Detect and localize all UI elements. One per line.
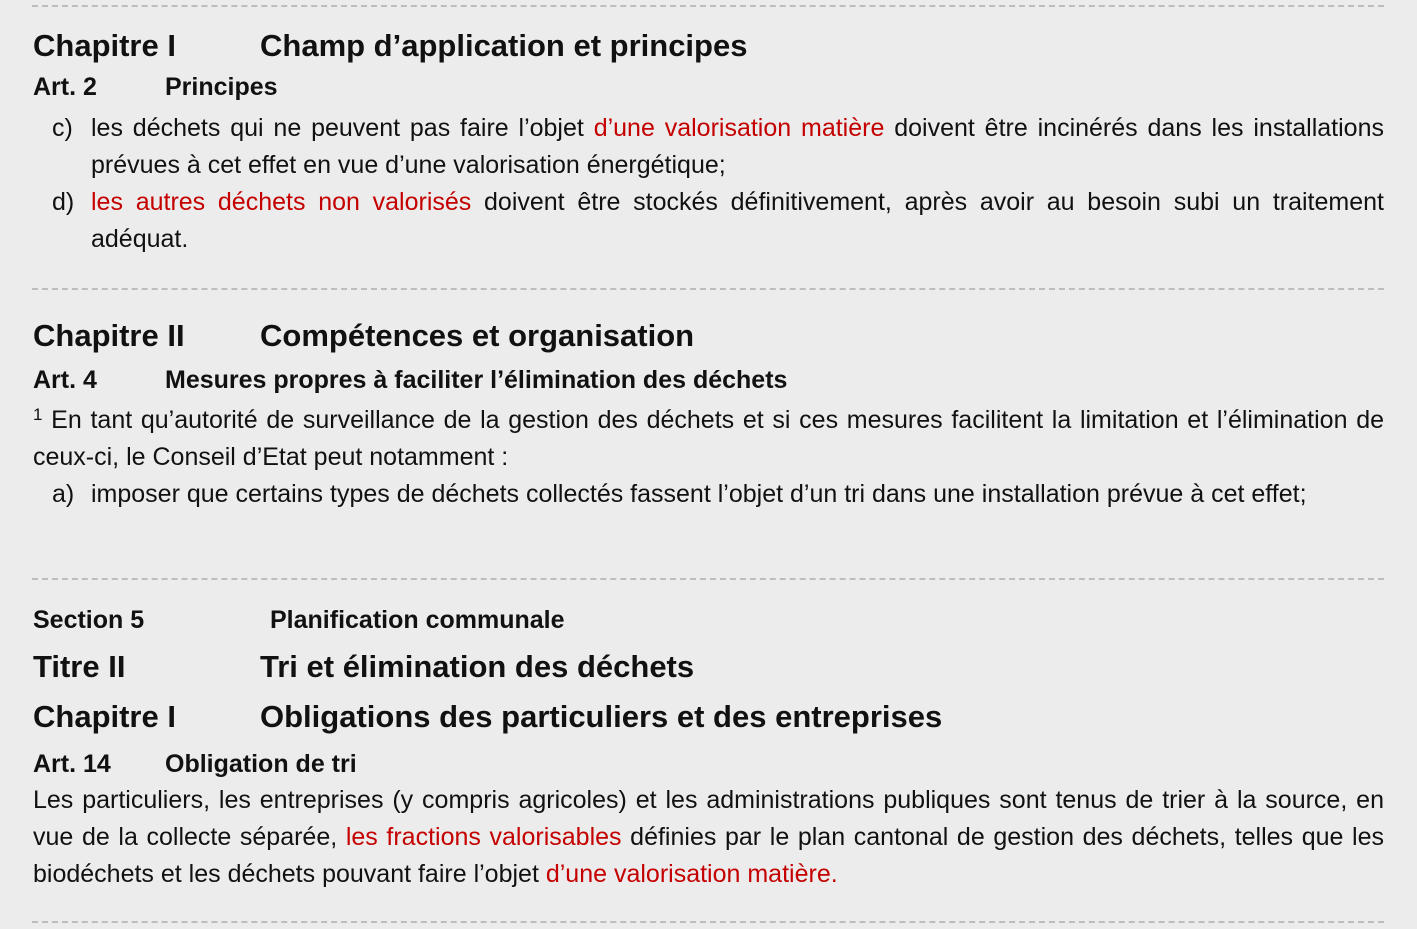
item-text: imposer que certains types de déchets collectés fassent l’objet d’un tri dans une installation prévue à cet effet; xyxy=(91,480,1307,508)
article-number: Art. 4 xyxy=(33,366,97,394)
item-text: doivent être incinérés dans les installations prévues à cet effet en vue d’une valorisation énergétique; xyxy=(91,114,1384,179)
article-title: Principes xyxy=(165,73,278,101)
section-number: Section 5 xyxy=(33,606,145,634)
item-text: les déchets qui ne peuvent pas faire l’objet xyxy=(91,114,594,142)
chapter-number: Chapitre I xyxy=(33,28,176,63)
article-number: Art. 2 xyxy=(33,73,97,101)
article-number: Art. 14 xyxy=(33,750,111,778)
item-label: c) xyxy=(52,114,73,142)
list-item-a xyxy=(33,476,1384,513)
section-chapitre-2 xyxy=(33,318,1384,513)
list-item-c xyxy=(33,110,1384,184)
article-heading xyxy=(33,72,1384,102)
article-title: Mesures propres à faciliter l’élimination des déchets xyxy=(165,366,788,394)
paragraph xyxy=(33,782,1384,893)
item-text: doivent être stockés définitivement, après avoir au besoin subi un traitement adéquat. xyxy=(91,188,1384,253)
separator-top xyxy=(32,5,1384,7)
separator-bottom xyxy=(32,921,1384,923)
paragraph xyxy=(33,402,1384,476)
chapter-heading xyxy=(33,28,1384,64)
article-title: Obligation de tri xyxy=(165,750,357,778)
chapter-heading xyxy=(33,699,1384,735)
section-title: Planification communale xyxy=(270,606,565,634)
article-heading xyxy=(33,365,1384,395)
highlight-text: d’une valorisation matière xyxy=(593,114,885,142)
item-label: a) xyxy=(52,480,75,508)
chapter-number: Chapitre I xyxy=(33,699,176,734)
separator xyxy=(32,578,1384,580)
titre-number: Titre II xyxy=(33,649,126,684)
section-titre-2 xyxy=(33,605,1384,893)
separator xyxy=(32,288,1384,290)
highlight-text: les fractions valorisables xyxy=(345,823,622,851)
section-heading xyxy=(33,605,1384,635)
article-heading xyxy=(33,749,1384,779)
chapter-number: Chapitre II xyxy=(33,318,185,353)
titre-title: Tri et élimination des déchets xyxy=(260,649,695,684)
chapter-title: Obligations des particuliers et des entreprises xyxy=(260,699,943,734)
chapter-heading xyxy=(33,318,1384,354)
list-item-d xyxy=(33,184,1384,258)
chapter-title: Compétences et organisation xyxy=(260,318,695,353)
chapter-title: Champ d’application et principes xyxy=(260,28,748,63)
highlight-text: les autres déchets non valorisés xyxy=(91,188,472,216)
paragraph-text: définies par le plan cantonal de gestion des déchets, telles que les biodéchets et les déchets pouvant faire l’objet xyxy=(33,823,1384,888)
paragraph-text: Les particuliers, les entreprises (y compris agricoles) et les administrations publiques sont tenus de trier à la source, en vue de la collecte séparée, xyxy=(33,786,1384,851)
paragraph-number: 1 xyxy=(33,405,43,424)
titre-heading xyxy=(33,649,1384,685)
item-label: d) xyxy=(52,188,75,216)
section-chapitre-1 xyxy=(33,28,1384,258)
paragraph-text: En tant qu’autorité de surveillance de la gestion des déchets et si ces mesures facilitent la limitation et l’élimination de ceux-ci, le Conseil d’Etat peut notamment : xyxy=(33,406,1384,471)
highlight-text: d’une valorisation matière. xyxy=(545,860,838,888)
